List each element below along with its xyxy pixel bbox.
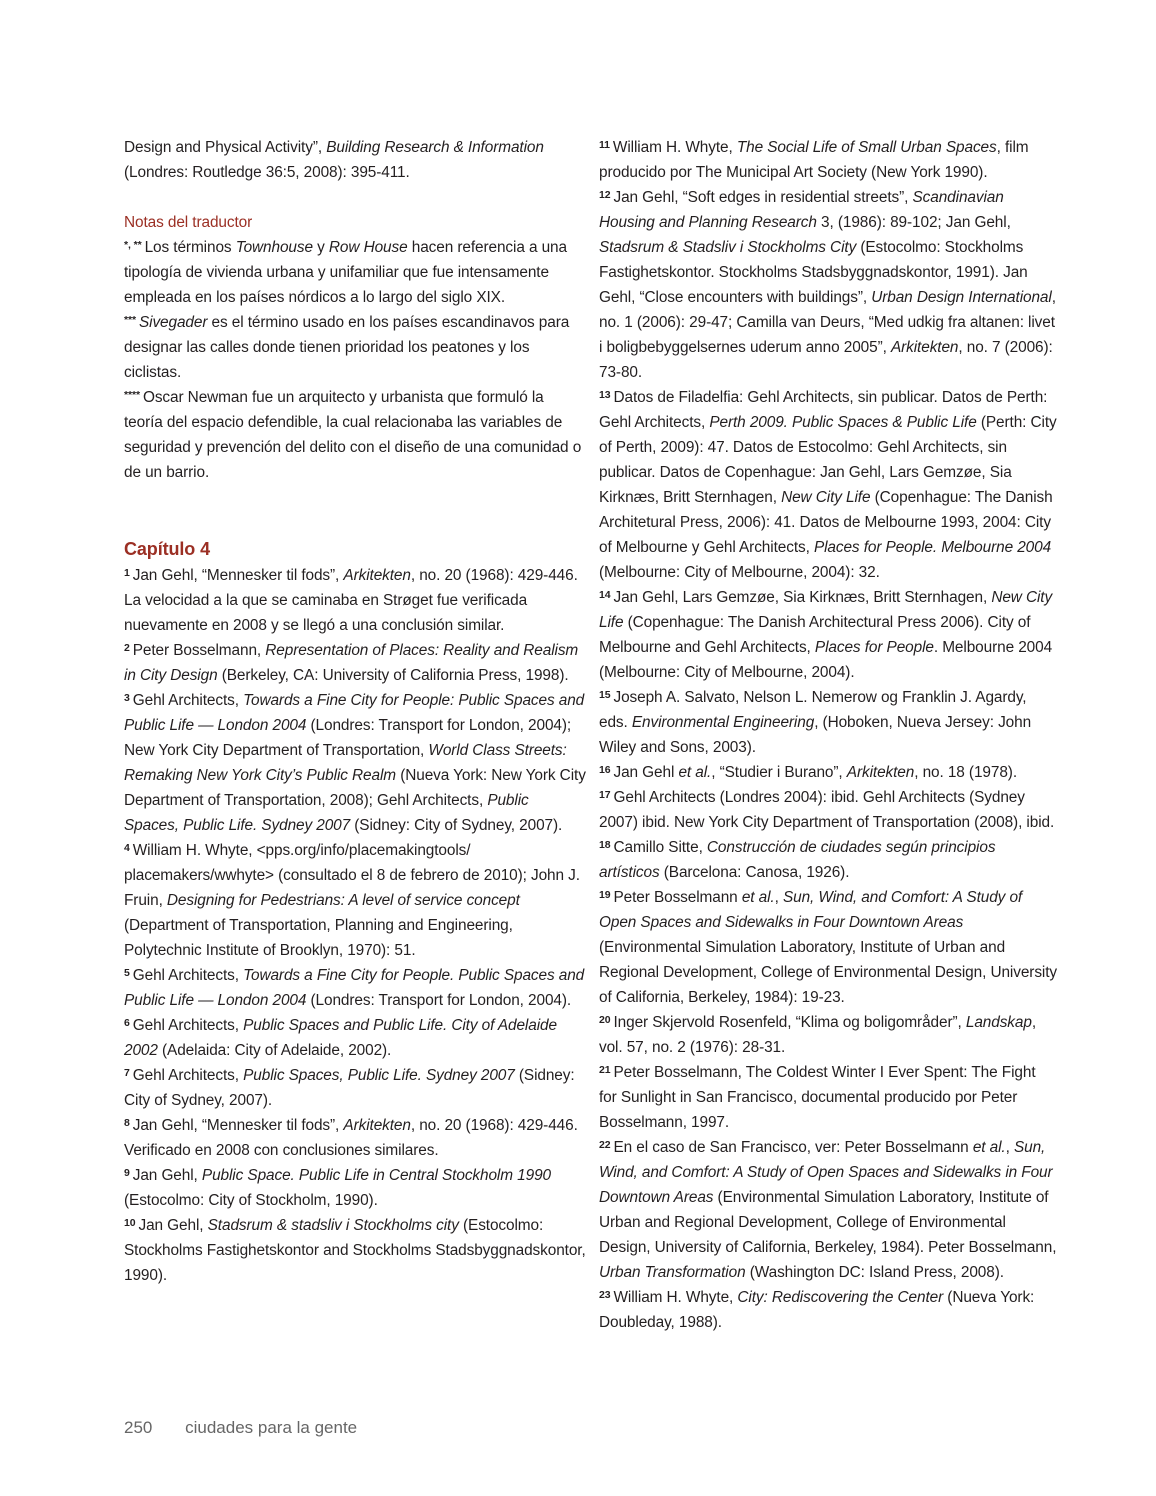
italic-title: Sun, Wind, and Comfort: A Study of Open Spaces and Sidewalks in Four Downtown Areas (599, 889, 1023, 931)
note-text: Jan Gehl, “Soft edges in residential streets”, (613, 189, 913, 206)
footnote-number: 19 (599, 889, 611, 901)
footnote-number: 16 (599, 764, 611, 776)
note-text: (Sidney: City of Sydney, 2007). (124, 1067, 575, 1109)
italic-title: Perth 2009. Public Spaces & Public Life (709, 414, 977, 431)
note-text: (Environmental Simulation Laboratory, Institute of Urban and Regional Development, College of Environmental Design, University of California, Berkeley, 1984). Peter Bosselmann, (599, 1189, 1057, 1256)
italic-title: Representation of Places: Reality and Realism in City Design (124, 642, 579, 684)
note-text: Jan Gehl, Lars Gemzøe, Sia Kirknæs, Britt Sternhagen, (613, 589, 992, 606)
note-text: , vol. 57, no. 2 (1976): 28-31. (599, 1014, 1036, 1056)
footnote (124, 963, 586, 1013)
note-text: , no. 1 (2006): 29-47; Camilla van Deurs, “Med udkig fra altanen: livet i boligbebyggelsernes uderum anno 2005”, (599, 289, 1056, 356)
italic-title: et al. (741, 889, 775, 906)
note-text: hacen referencia a una tipología de vivienda urbana y unifamiliar que fue intensamente empleada en los países nórdicos a lo largo del siglo XIX. (124, 239, 567, 306)
footnote (599, 185, 1057, 385)
note-text: Datos de Filadelfia: Gehl Architects, sin publicar. Datos de Perth: Gehl Architects, (599, 389, 1048, 431)
note-text: (Estocolmo: City of Stockholm, 1990). (124, 1192, 378, 1209)
italic-title: Urban Design International (871, 289, 1052, 306)
italic-title: Designing for Pedestrians: A level of service concept (166, 892, 520, 909)
footnote (599, 135, 1057, 185)
note-text: Gehl Architects, (132, 967, 244, 984)
footnote-number: 7 (124, 1067, 130, 1079)
italic-title: Places for People (814, 639, 934, 656)
italic-title: Public Spaces, Public Life. Sydney 2007 (124, 792, 529, 834)
note-text: Gehl Architects, (132, 692, 244, 709)
note-text: 3, (1986): 89-102; Jan Gehl, (816, 214, 1011, 231)
note-text: Jan Gehl, (138, 1217, 208, 1234)
note-text: Design and Physical Activity”, (124, 139, 327, 156)
footnote-number: 23 (599, 1289, 611, 1301)
italic-title: The Social Life of Small Urban Spaces (736, 139, 997, 156)
note-text: (Washington DC: Island Press, 2008). (745, 1264, 1004, 1281)
note-text: Gehl Architects (Londres 2004): ibid. Gehl Architects (Sydney 2007) ibid. New York City Department of Transportation (2008), ibid. (599, 789, 1055, 831)
italic-title: Towards a Fine City for People: Public Spaces and Public Life — London 2004 (124, 692, 585, 734)
note-text: Peter Bosselmann (613, 889, 742, 906)
footnote (124, 1213, 586, 1288)
italic-title: Arkitekten (890, 339, 959, 356)
italic-title: New City Life (781, 489, 871, 506)
footnote (599, 785, 1057, 835)
note-text: (Copenhague: The Danish Architetural Press, 2006): 41. Datos de Melbourne 1993, 2004: City of Melbourne y Gehl Architects, (599, 489, 1053, 556)
footnote (599, 1010, 1057, 1060)
footnote (599, 835, 1057, 885)
footnote (124, 235, 586, 310)
note-text: (Sidney: City of Sydney, 2007). (350, 817, 563, 834)
footnote-number: 12 (599, 189, 611, 201)
chapter-heading: Capítulo 4 (124, 539, 211, 559)
italic-title: et al. (678, 764, 712, 781)
footnote-number: 15 (599, 689, 611, 701)
note-text: William H. Whyte, <pps.org/info/placemakingtools/ placemakers/wwhyte> (consultado el 8 de febrero de 2010); John J. Fruin, (124, 842, 580, 909)
footnote (124, 638, 586, 688)
note-text: , no. 20 (1968): 429-446. La velocidad a la que se caminaba en Strøget fue verificada nuevamente en 2008 y se llegó a una conclusión similar. (124, 567, 578, 634)
note-text: Joseph A. Salvato, Nelson L. Nemerow og Franklin J. Agardy, eds. (599, 689, 1027, 731)
italic-title: Sivegader (138, 314, 208, 331)
translator-notes-heading: Notas del traductor (124, 214, 253, 231)
footnote-number: 18 (599, 839, 611, 851)
italic-title: Urban Transformation (599, 1264, 746, 1281)
note-text: , “Studier i Burano”, (711, 764, 847, 781)
italic-title: Arkitekten (846, 764, 915, 781)
footnote-number: 11 (599, 139, 610, 151)
continued-reference (124, 135, 586, 185)
footnote-number: 21 (599, 1064, 611, 1076)
note-text: En el caso de San Francisco, ver: Peter Bosselmann (613, 1139, 973, 1156)
footnote (599, 1060, 1057, 1135)
chapter-notes-left (124, 563, 586, 1288)
note-text: (Melbourne: City of Melbourne, 2004): 32. (599, 564, 880, 581)
note-text: William H. Whyte, (612, 139, 737, 156)
italic-title: Stadsrum & Stadsliv i Stockholms City (599, 239, 857, 256)
note-text: Jan Gehl, “Mennesker til fods”, (132, 1117, 344, 1134)
footnote (599, 1135, 1057, 1285)
note-text: (Londres: Routledge 36:5, 2008): 395-411. (124, 164, 410, 181)
note-text: Peter Bosselmann, The Coldest Winter I Ever Spent: The Fight for Sunlight in San Francisco, documental producido por Peter Bosselmann, 1997. (599, 1064, 1036, 1131)
footnote-number: *, ** (124, 239, 142, 251)
note-text: Inger Skjervold Rosenfeld, “Klima og boligområder”, (613, 1014, 966, 1031)
note-text: Jan Gehl, “Mennesker til fods”, (132, 567, 344, 584)
note-text: Oscar Newman fue un arquitecto y urbanista que formuló la teoría del espacio defendible, la cual relacionaba las variables de seguridad y prevención del delito con el diseño de una comunidad o de un barrio. (124, 389, 582, 481)
footnote-number: 3 (124, 692, 130, 704)
note-text: Jan Gehl, (132, 1167, 202, 1184)
note-text: Gehl Architects, (132, 1067, 244, 1084)
footnote (124, 688, 586, 838)
note-text: , no. 18 (1978). (914, 764, 1018, 781)
italic-title: Public Spaces and Public Life. City of Adelaide 2002 (124, 1017, 557, 1059)
footnote (124, 385, 586, 485)
italic-title: Arkitekten (343, 1117, 411, 1134)
italic-title: Landskap (965, 1014, 1032, 1031)
note-text: (Berkeley, CA: University of California Press, 1998). (217, 667, 569, 684)
footnote-number: 8 (124, 1117, 130, 1129)
italic-title: Construcción de ciudades según principios artísticos (599, 839, 996, 881)
left-column (124, 135, 586, 1288)
note-text: (Copenhague: The Danish Architectural Press 2006). City of Melbourne and Gehl Architects, (599, 614, 1031, 656)
note-text: , (Hoboken, Nueva Jersey: John Wiley and Sons, 2003). (599, 714, 1032, 756)
chapter-notes-right (599, 135, 1057, 1335)
right-column (599, 135, 1057, 1335)
italic-title: Places for People. Melbourne 2004 (813, 539, 1052, 556)
note-text: es el término usado en los países escandinavos para designar las calles donde tienen prioridad los peatones y los ciclistas. (124, 314, 570, 381)
note-text: . Melbourne 2004 (Melbourne: City of Melbourne, 2004). (599, 639, 1053, 681)
footnote (599, 385, 1057, 585)
italic-title: Towards a Fine City for People. Public Spaces and Public Life — London 2004 (124, 967, 585, 1009)
italic-title: City: Rediscovering the Center (737, 1289, 944, 1306)
italic-title: Scandinavian Housing and Planning Research (599, 189, 1004, 231)
page-footer (124, 1418, 357, 1438)
footnote-number: 17 (599, 789, 611, 801)
note-text: (Department of Transportation, Planning and Engineering, Polytechnic Institute of Brooklyn, 1970): 51. (124, 917, 513, 959)
translator-notes (124, 235, 586, 485)
note-text: William H. Whyte, (613, 1289, 738, 1306)
note-text: , no. 20 (1968): 429-446. Verificado en 2008 con conclusiones similares. (124, 1117, 578, 1159)
italic-title: World Class Streets: Remaking New York City’s Public Realm (124, 742, 567, 784)
footnote-number: 5 (124, 967, 130, 979)
footnote-number: 10 (124, 1217, 136, 1229)
italic-title: Stadsrum & stadsliv i Stockholms city (207, 1217, 459, 1234)
footnote (599, 1285, 1057, 1335)
italic-title: Environmental Engineering (631, 714, 815, 731)
note-text: (Perth: City of Perth, 2009): 47. Datos de Estocolmo: Gehl Architects, sin publicar. Datos de Copenhague: Jan Gehl, Lars Gemzøe, Sia Kirknæs, Britt Sternhagen, (599, 414, 1057, 506)
footnote (599, 885, 1057, 1010)
footnote-number: 9 (124, 1167, 130, 1179)
footnote-number: 22 (599, 1139, 611, 1151)
note-text: y (312, 239, 329, 256)
italic-title: Row House (328, 239, 408, 256)
footnote-number: 14 (599, 589, 611, 601)
footnote (124, 838, 586, 963)
note-text: Jan Gehl (613, 764, 679, 781)
note-text: Los términos (144, 239, 236, 256)
footnote (599, 685, 1057, 760)
note-text: (Environmental Simulation Laboratory, Institute of Urban and Regional Development, College of Environmental Design, University of California, Berkeley, 1984): 19-23. (599, 939, 1058, 1006)
footnote-number: 4 (124, 842, 130, 854)
italic-title: et al. (972, 1139, 1006, 1156)
note-text: , (1005, 1139, 1014, 1156)
footnote-number: 1 (124, 567, 130, 579)
italic-title: Public Spaces, Public Life. Sydney 2007 (243, 1067, 515, 1084)
note-text: (Londres: Transport for London, 2004); New York City Department of Transportation, (124, 717, 572, 759)
footnote (599, 760, 1057, 785)
italic-title: Townhouse (235, 239, 313, 256)
footnote-number: 13 (599, 389, 611, 401)
footnote-number: **** (124, 389, 140, 401)
footnote (124, 1013, 586, 1063)
note-text: Gehl Architects, (132, 1017, 244, 1034)
italic-title: Sun, Wind, and Comfort: A Study of Open Spaces and Sidewalks in Four Downtown Areas (599, 1139, 1053, 1206)
page-number: 250 (124, 1418, 153, 1437)
running-title: ciudades para la gente (185, 1418, 358, 1437)
note-text: , (774, 889, 783, 906)
note-text: (Nueva York: Doubleday, 1988). (599, 1289, 1035, 1331)
note-text: (Barcelona: Canosa, 1926). (659, 864, 850, 881)
note-text: (Estocolmo: Stockholms Fastighetskontor and Stockholms Stadsbyggnadskontor, 1990). (124, 1217, 586, 1284)
italic-title: Public Space. Public Life in Central Stockholm 1990 (201, 1167, 551, 1184)
note-text: , no. 7 (2006): 73-80. (599, 339, 1053, 381)
footnote (124, 1113, 586, 1163)
note-text: Peter Bosselmann, (132, 642, 266, 659)
footnote (124, 1063, 586, 1113)
note-text: Camillo Sitte, (613, 839, 707, 856)
italic-title: Arkitekten (343, 567, 411, 584)
footnote (124, 310, 586, 385)
footnote (124, 1163, 586, 1213)
footnote-number: 20 (599, 1014, 611, 1026)
note-text: (Londres: Transport for London, 2004). (306, 992, 572, 1009)
footnote-number: *** (124, 314, 136, 326)
footnote (124, 563, 586, 638)
note-text: (Estocolmo: Stockholms Fastighetskontor. Stockholms Stadsbyggnadskontor, 1991). Jan Gehl, “Close encounters with buildings”, (599, 239, 1028, 306)
italic-title: Building Research & Information (326, 139, 544, 156)
footnote-number: 2 (124, 642, 130, 654)
note-text: (Adelaida: City of Adelaide, 2002). (157, 1042, 392, 1059)
note-text: , film producido por The Municipal Art Society (New York 1990). (599, 139, 1029, 181)
footnote-number: 6 (124, 1017, 130, 1029)
note-text: (Nueva York: New York City Department of Transportation, 2008); Gehl Architects, (124, 767, 586, 809)
italic-title: New City Life (599, 589, 1053, 631)
footnote (599, 585, 1057, 685)
